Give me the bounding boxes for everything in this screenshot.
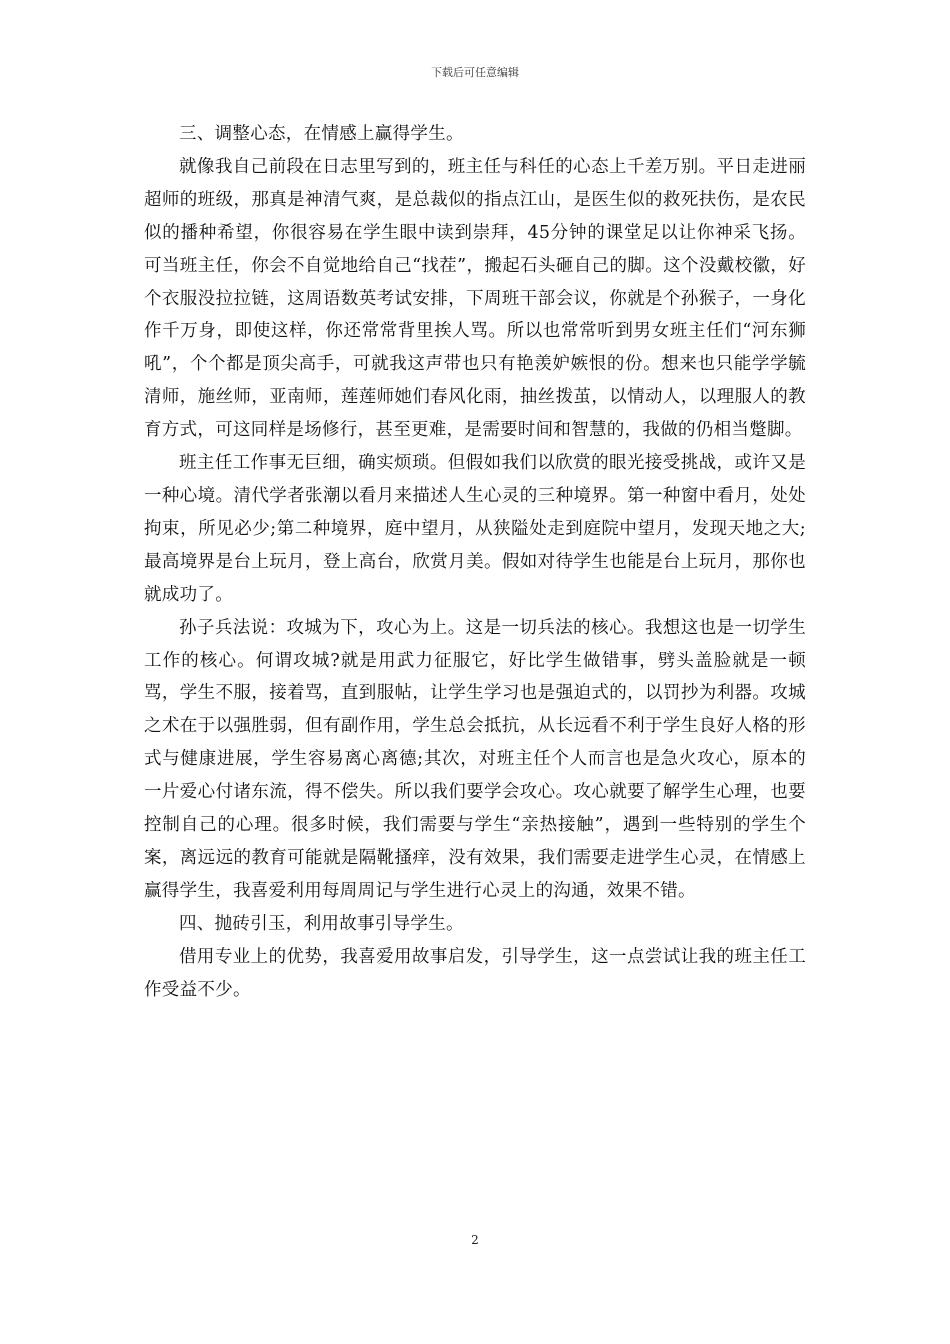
body-paragraph: 就像我自己前段在日志里写到的，班主任与科任的心态上千差万别。平日走进丽超师的班级，那真是神清气爽，是总裁似的指点江山，是医生似的救死扶伤，是农民似的播种希望，你很容易在学生眼中读到崇拜，45分钟的课堂足以让你神采飞扬。可当班主任，你会不自觉地给自己“找茬”，搬起石头砸自己的脚。这个没戴校徽，好个衣服没拉拉链，这周语数英考试安排，下周班干部会议，你就是个孙猴子，一身化作千万身，即使这样，你还常常背里挨人骂。所以也常常听到男女班主任们“河东狮吼”，个个都是顶尖高手，可就我这声带也只有艳羡妒嫉恨的份。想来也只能学学毓清师，施丝师，亚南师，莲莲师她们春风化雨，抽丝拨茧，以情动人，以理服人的教育方式，可这同样是场修行，甚至更难，是需要时间和智慧的，我做的仍相当蹩脚。 xyxy=(144,156,806,441)
body-paragraph: 孙子兵法说：攻城为下，攻心为上。这是一切兵法的核心。我想这也是一切学生工作的核心。何谓攻城?就是用武力征服它，好比学生做错事，劈头盖脸就是一顿骂，学生不服，接着骂，直到服帖，让学生学习也是强迫式的，以罚抄为利器。攻城之术在于以强胜弱，但有副作用，学生总会抵抗，从长远看不利于学生良好人格的形式与健康进展，学生容易离心离德;其次，对班主任个人而言也是急火攻心，原本的一片爱心付诸东流，得不偿失。所以我们要学会攻心。攻心就要了解学生心理，也要控制自己的心理。很多时候，我们需要与学生“亲热接触”，遇到一些特别的学生个案，离远远的教育可能就是隔靴搔痒，没有效果，我们需要走进学生心灵，在情感上赢得学生，我喜爱利用每周周记与学生进行心灵上的沟通，效果不错。 xyxy=(144,617,806,901)
page-header: 下载后可任意编辑 xyxy=(431,66,519,79)
page-number: 2 xyxy=(471,1233,479,1247)
document-body xyxy=(144,118,806,1006)
body-paragraph: 班主任工作事无巨细，确实烦琐。但假如我们以欣赏的眼光接受挑战，或许又是一种心境。清代学者张潮以看月来描述人生心灵的三种境界。第一种窗中看月，处处拘束，所见必少;第二种境界，庭中望月，从狭隘处走到庭院中望月，发现天地之大;最高境界是台上玩月，登上高台，欣赏月美。假如对待学生也能是台上玩月，那你也就成功了。 xyxy=(144,453,806,605)
body-paragraph: 借用专业上的优势，我喜爱用故事启发，引导学生，这一点尝试让我的班主任工作受益不少。 xyxy=(144,946,806,1000)
section-heading-three: 三、调整心态，在情感上赢得学生。 xyxy=(179,124,464,144)
section-heading-four: 四、抛砖引玉，利用故事引导学生。 xyxy=(179,913,464,934)
